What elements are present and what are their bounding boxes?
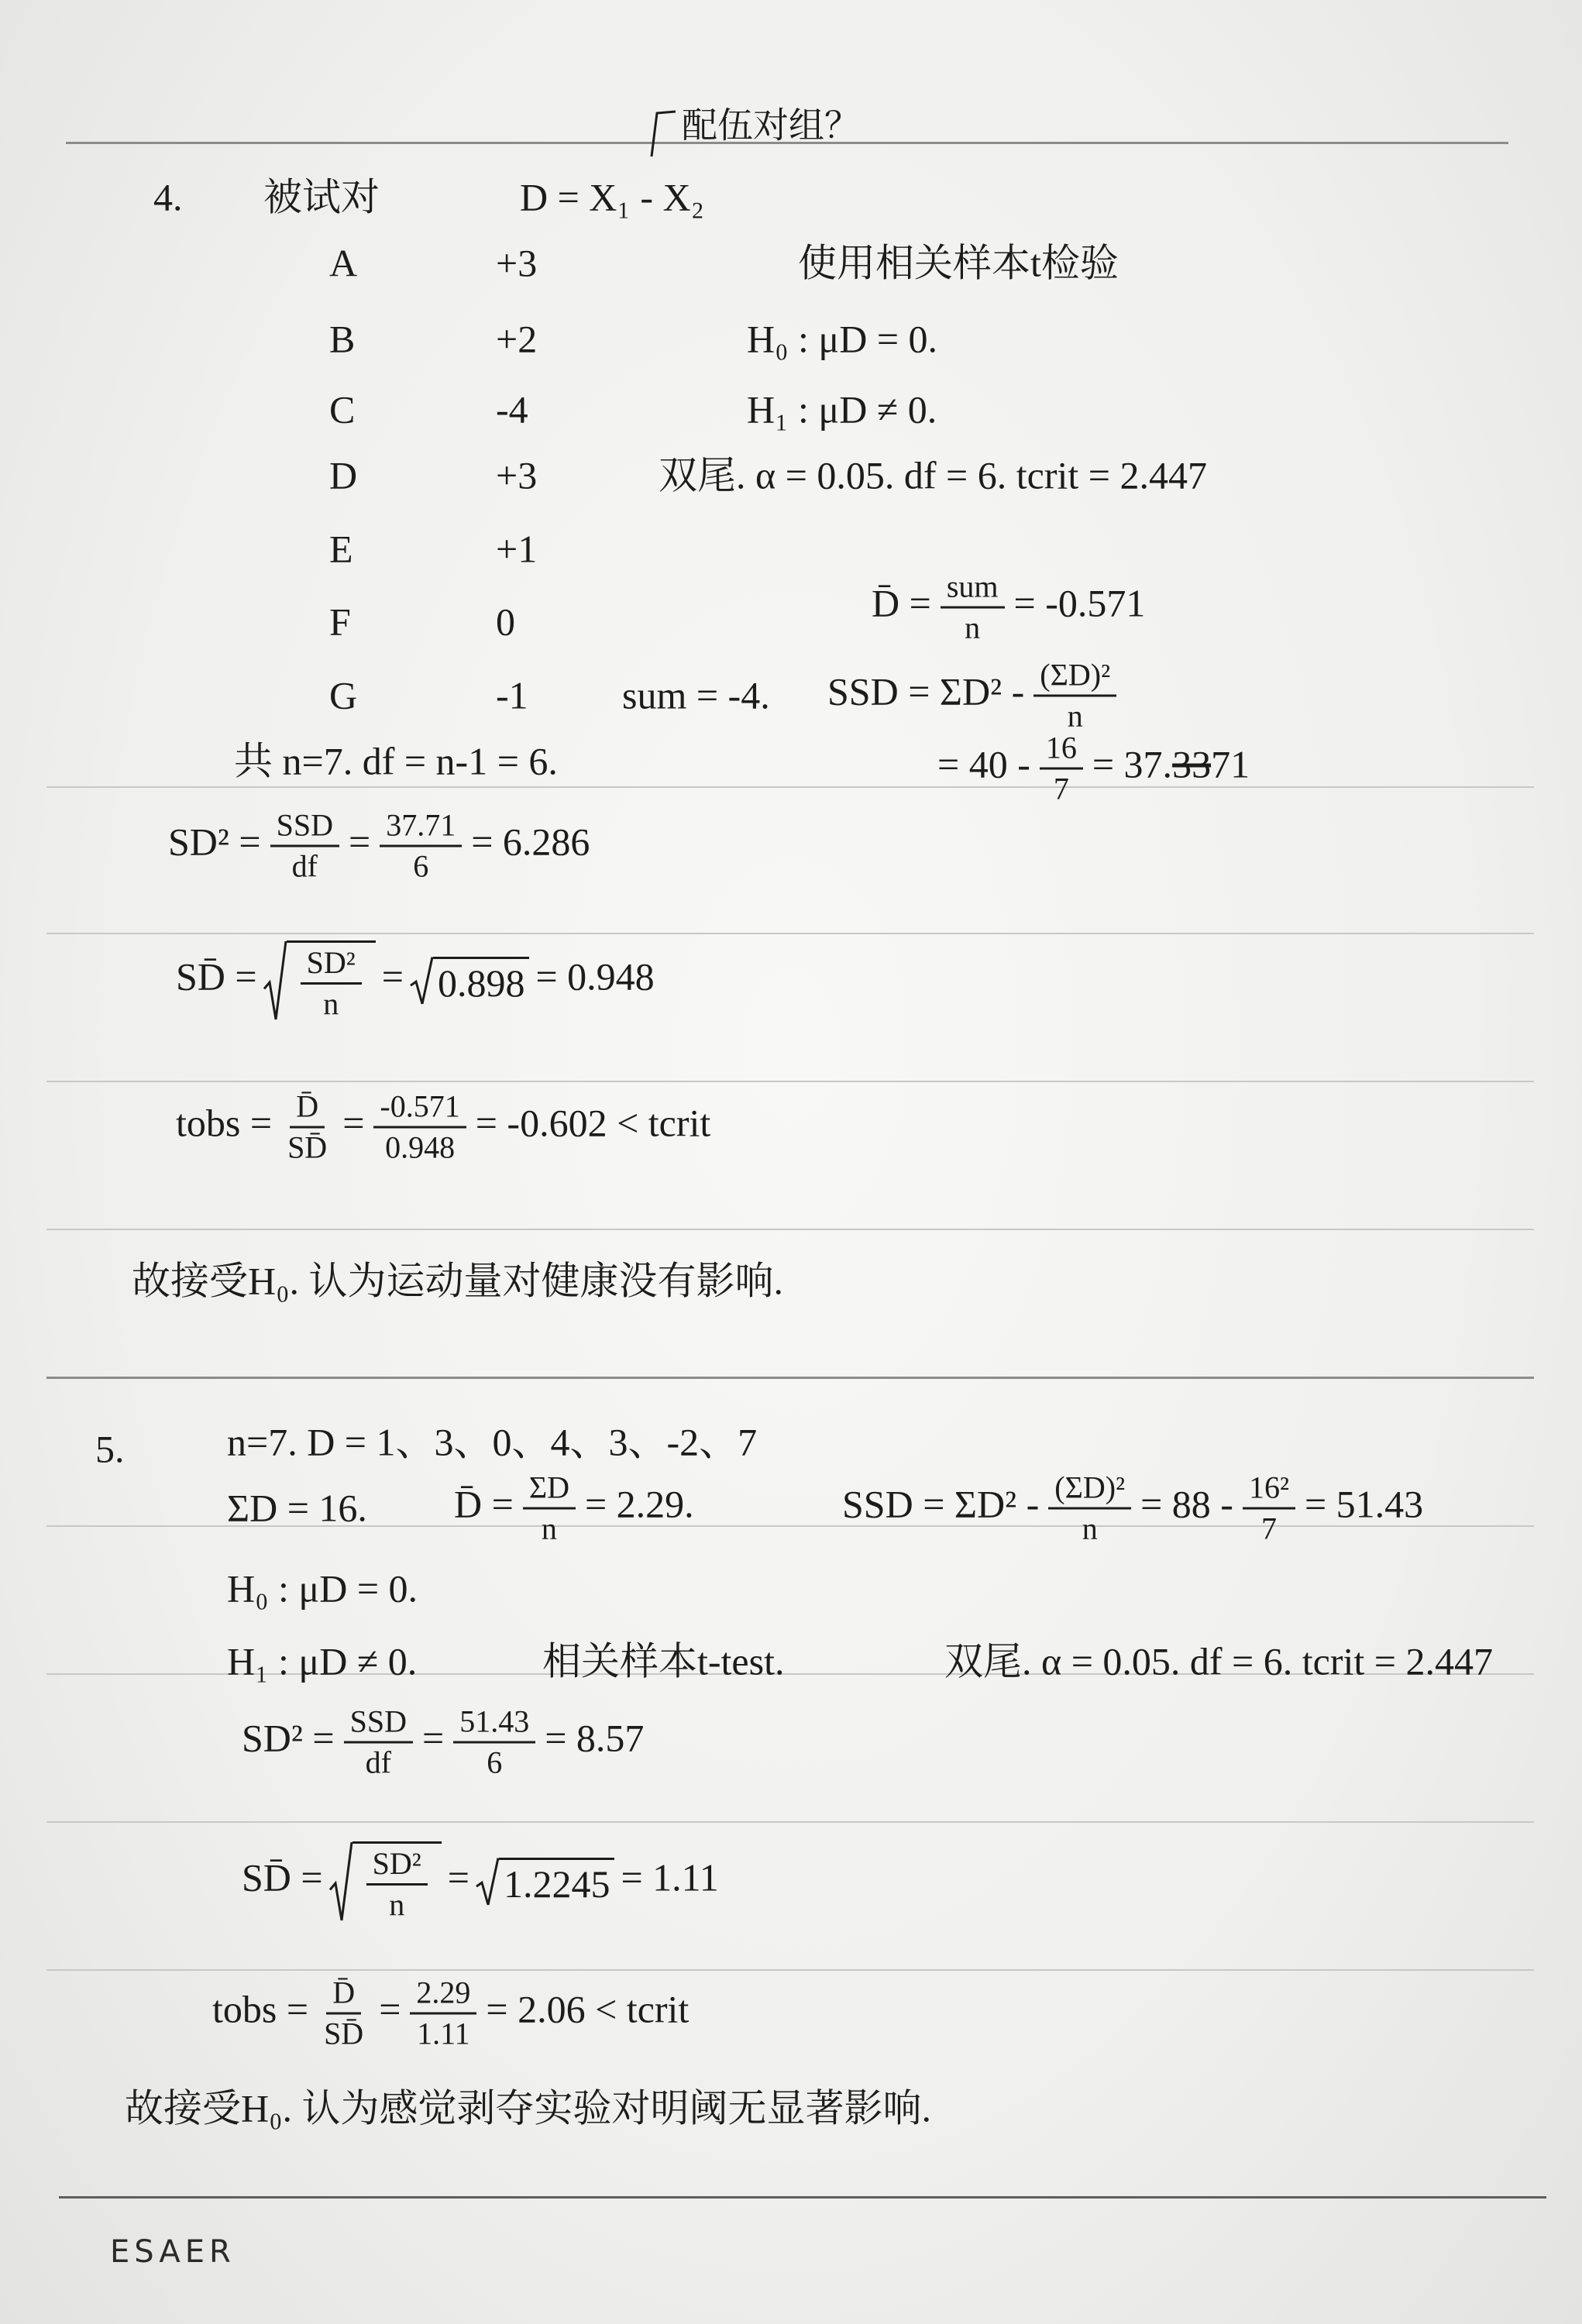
notebook-brand-logo: ESAER [110, 2234, 236, 2270]
fraction [410, 1976, 476, 2051]
denominator: 1.11 [417, 2016, 470, 2051]
null-hypothesis: H₀ : μD = 0. [747, 317, 938, 361]
equation-lhs: D̄ = [872, 581, 931, 625]
denominator: n [1082, 1511, 1098, 1546]
equation-result: = 1.11 [621, 1855, 719, 1899]
ruled-line [46, 1969, 1534, 1971]
ruled-line [46, 933, 1534, 934]
sample-size-df: 共 n=7. df = n-1 = 6. [234, 739, 558, 783]
equation-result-end: 71 [1211, 742, 1250, 786]
test-method: 相关样本t-test. [542, 1639, 785, 1683]
given-data: n=7. D = 1、3、0、4、3、-2、7 [227, 1420, 758, 1464]
test-parameters: 双尾. α = 0.05. df = 6. tcrit = 2.447 [659, 453, 1207, 497]
pair-difference: +1 [496, 527, 538, 571]
equation-lhs: SSD = ΣD² - [827, 669, 1025, 713]
equals-sign: = [422, 1716, 445, 1760]
equation-result: = 51.43 [1304, 1482, 1424, 1526]
denominator: 7 [1260, 1511, 1277, 1546]
equals-sign: = [349, 820, 371, 864]
equation-result: = 0.948 [535, 954, 655, 999]
equals-sign: = [379, 1987, 401, 2031]
sum-of-squares-formula [827, 658, 1126, 734]
radical-icon [410, 957, 433, 1005]
alternative-hypothesis: H₁ : μD ≠ 0. [747, 387, 937, 431]
numerator: SSD [344, 1705, 413, 1744]
denominator: 6 [413, 848, 429, 884]
radical-icon [263, 940, 287, 1021]
equation-lhs: SD̄ = [176, 954, 257, 999]
equation-lhs: = 40 - [937, 742, 1030, 786]
test-method: 使用相关样本t检验 [798, 241, 1119, 285]
denominator: df [291, 848, 318, 884]
fraction [301, 946, 362, 1021]
denominator: 0.948 [385, 1129, 456, 1165]
pair-difference: +3 [496, 241, 538, 285]
radical-icon [329, 1841, 353, 1922]
equation-result: = 37. [1092, 742, 1173, 786]
fraction [941, 570, 1005, 645]
sum-of-differences: sum = -4. [622, 673, 770, 717]
numerator: (ΣD)² [1048, 1471, 1131, 1510]
square-root [410, 957, 530, 1005]
pair-difference: +3 [496, 453, 538, 497]
denominator: n [541, 1511, 557, 1546]
ruled-line [46, 1821, 1534, 1823]
insert-caret-icon [648, 107, 679, 163]
equals-sign: = [342, 1101, 365, 1145]
equation-lhs: SD² = [168, 820, 261, 864]
denominator: n [1067, 698, 1083, 734]
fraction [366, 1847, 428, 1922]
denominator: SD̄ [287, 1129, 328, 1165]
fraction [1033, 658, 1116, 734]
equation-lhs: tobs = [212, 1987, 309, 2031]
square-root [263, 940, 376, 1021]
margin-note: 配伍对组？ [682, 105, 860, 146]
numerator: ΣD [523, 1471, 576, 1510]
fraction [380, 809, 462, 884]
alternative-hypothesis: H₁ : μD ≠ 0. [227, 1639, 418, 1683]
numerator: 16² [1243, 1471, 1295, 1510]
equation-lhs: SSD = ΣD² - [842, 1482, 1040, 1526]
sum-of-differences: ΣD = 16. [227, 1486, 367, 1530]
denominator: 7 [1053, 771, 1069, 806]
pair-label: A [329, 241, 358, 285]
ruled-line [46, 1081, 1534, 1082]
ruled-line [46, 1377, 1534, 1379]
test-parameters: 双尾. α = 0.05. df = 6. tcrit = 2.447 [944, 1639, 1493, 1683]
question-number: 5. [95, 1427, 125, 1471]
numerator: D̄ [290, 1090, 325, 1129]
numerator: 37.71 [380, 809, 462, 847]
denominator: n [389, 1887, 405, 1922]
numerator: sum [941, 570, 1005, 609]
pair-label: G [329, 673, 358, 717]
denominator: df [365, 1745, 391, 1780]
numerator: 2.29 [410, 1976, 476, 2015]
denominator: 6 [487, 1745, 503, 1780]
radical-icon [476, 1858, 499, 1906]
pair-label: D [329, 453, 358, 497]
fraction [1243, 1471, 1295, 1546]
numerator: D̄ [326, 1976, 361, 2015]
column-header-pair: 被试对 [263, 175, 380, 219]
variance-equation [242, 1705, 644, 1780]
denominator: n [323, 986, 339, 1021]
pair-difference: -4 [496, 387, 528, 431]
denominator: SD̄ [324, 2016, 364, 2051]
t-statistic-equation [176, 1090, 710, 1165]
square-root [329, 1841, 442, 1922]
pair-label: C [329, 387, 356, 431]
equation-result: = 2.06 < tcrit [486, 1987, 690, 2031]
equation-lhs: D̄ = [454, 1482, 514, 1526]
fraction [1048, 1471, 1131, 1546]
equation-lhs: SD² = [242, 1716, 335, 1760]
column-header-difference: D = X₁ - X₂ [520, 175, 705, 219]
equation-result: = -0.571 [1013, 581, 1146, 625]
denominator: n [965, 610, 981, 645]
pair-difference: -1 [496, 673, 528, 717]
numerator: 51.43 [453, 1705, 535, 1744]
fraction [453, 1705, 535, 1780]
numerator: SSD [270, 809, 339, 847]
fraction [523, 1471, 576, 1546]
struck-digits: 33 [1172, 742, 1212, 786]
radicand [287, 940, 376, 1021]
t-statistic-equation [212, 1976, 689, 2051]
fraction [270, 809, 339, 884]
conclusion: 故接受H₀. 认为感觉剥夺实验对明阈无显著影响. [125, 2086, 932, 2130]
fraction [1040, 731, 1083, 806]
null-hypothesis: H₀ : μD = 0. [227, 1566, 418, 1611]
radicand: 1.2245 [499, 1858, 615, 1906]
equals-sign: = [381, 954, 404, 999]
pair-label: B [329, 317, 356, 361]
fraction [281, 1090, 333, 1165]
numerator: -0.571 [373, 1090, 466, 1129]
variance-equation [168, 809, 590, 884]
fraction [373, 1090, 466, 1165]
equation-result: = -0.602 < tcrit [475, 1101, 711, 1145]
fraction [318, 1976, 370, 2051]
numerator: 16 [1040, 731, 1083, 770]
equation-result: = 2.29. [584, 1482, 694, 1526]
standard-error-equation [242, 1841, 719, 1922]
ruled-line-bottom [59, 2196, 1546, 2199]
sum-of-squares-calculation [937, 731, 1250, 806]
numerator: SD² [301, 946, 362, 985]
pair-difference: 0 [496, 600, 515, 644]
numerator: (ΣD)² [1033, 658, 1116, 697]
equation-result: = 8.57 [545, 1716, 645, 1760]
square-root [476, 1858, 615, 1906]
mean-difference-equation [872, 570, 1145, 645]
question-number: 4. [153, 175, 183, 219]
equals-sign: = [447, 1855, 469, 1899]
pair-label: E [329, 527, 353, 571]
radicand: 0.898 [433, 957, 530, 1005]
sum-of-squares-equation [842, 1471, 1423, 1546]
equation-lhs: tobs = [176, 1101, 273, 1145]
conclusion: 故接受H₀. 认为运动量对健康没有影响. [132, 1259, 784, 1303]
radicand [353, 1841, 442, 1922]
pair-label: F [329, 600, 351, 644]
ruled-line [46, 1229, 1534, 1230]
standard-error-equation [176, 940, 655, 1021]
pair-difference: +2 [496, 317, 538, 361]
equation-result: = 6.286 [471, 820, 590, 864]
mean-difference-equation [454, 1471, 694, 1546]
fraction [344, 1705, 413, 1780]
equation-lhs: SD̄ = [242, 1855, 323, 1899]
equation-middle: = 88 - [1140, 1482, 1233, 1526]
numerator: SD² [366, 1847, 428, 1886]
ruled-line [46, 786, 1534, 788]
